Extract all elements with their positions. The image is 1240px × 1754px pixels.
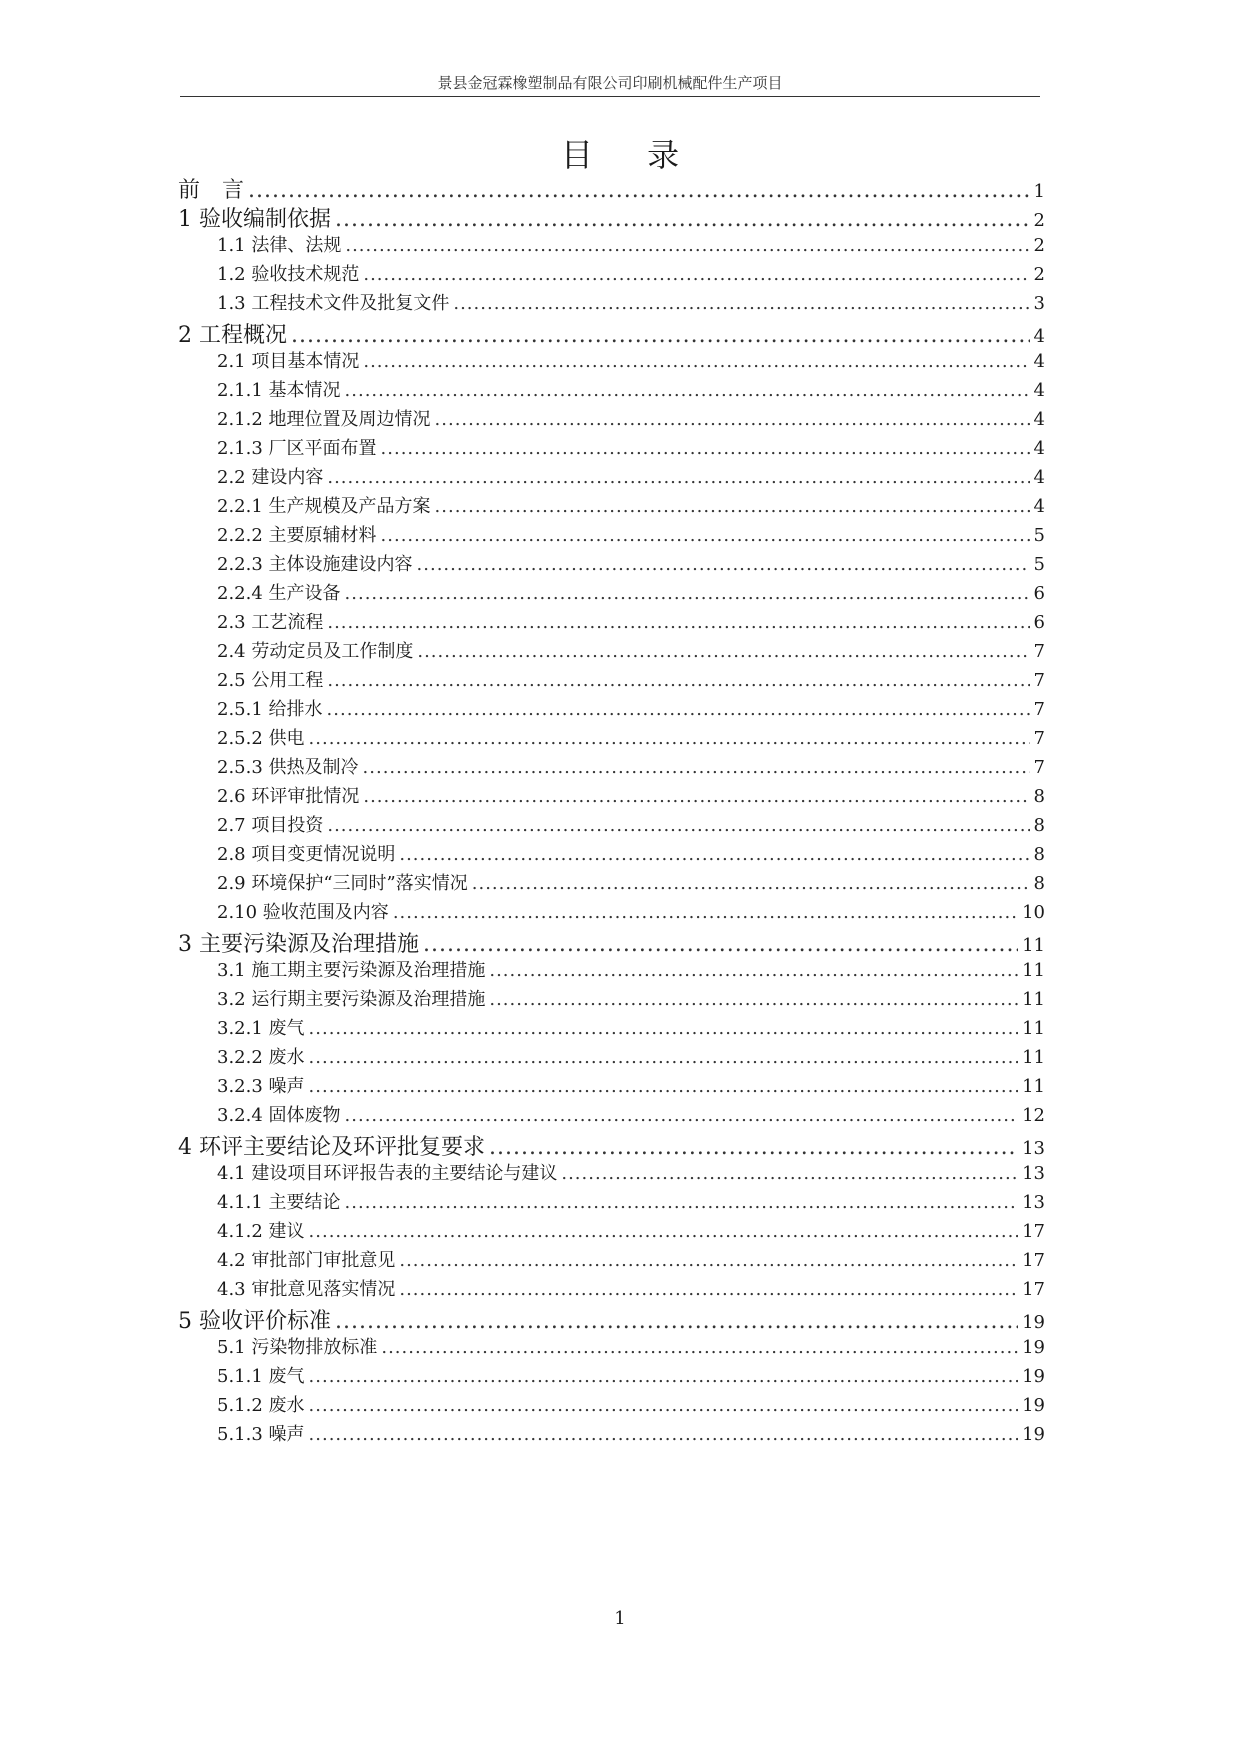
toc-entry[interactable] (217, 1101, 1045, 1127)
toc-leader-dots (309, 1047, 1019, 1068)
toc-entry[interactable] (217, 1159, 1045, 1185)
toc-entry[interactable] (217, 985, 1045, 1011)
toc-entry-label: 5.1.2 废水 (217, 1395, 305, 1416)
toc-entry-page: 19 (1022, 1424, 1045, 1445)
toc-leader-dots (309, 728, 1030, 749)
toc-leader-dots (453, 293, 1029, 314)
toc-entry-page: 4 (1033, 409, 1045, 430)
toc-entry-label: 2.1 项目基本情况 (217, 351, 360, 372)
toc-entry-label: 4.3 审批意见落实情况 (217, 1279, 396, 1300)
toc-leader-dots (435, 409, 1030, 430)
toc-leader-dots (489, 960, 1018, 981)
toc-entry[interactable] (217, 260, 1045, 286)
toc-entry-page: 19 (1022, 1366, 1045, 1387)
toc-leader-dots (489, 989, 1018, 1010)
toc-entry-page: 4 (1033, 380, 1045, 401)
toc-leader-dots (399, 844, 1029, 865)
toc-entry-label: 3 主要污染源及治理措施 (178, 932, 419, 957)
toc-leader-dots (248, 178, 1030, 203)
toc-entry-page: 3 (1033, 293, 1045, 314)
toc-leader-dots (345, 1105, 1019, 1126)
toc-entry-page: 7 (1033, 641, 1045, 662)
page-number: 1 (614, 1608, 626, 1629)
toc-entry[interactable] (217, 405, 1045, 431)
toc-leader-dots (327, 612, 1029, 633)
toc-leader-dots (363, 351, 1029, 372)
toc-entry[interactable] (217, 840, 1045, 866)
toc-leader-dots (345, 583, 1030, 604)
toc-leader-dots (335, 1309, 1018, 1334)
toc-entry-page: 8 (1033, 786, 1045, 807)
toc-entry-label: 2.5.2 供电 (217, 728, 305, 749)
toc-entry-page: 10 (1022, 902, 1045, 923)
toc-entry[interactable] (217, 1072, 1045, 1098)
toc-leader-dots (417, 641, 1029, 662)
toc-entry[interactable] (217, 637, 1045, 663)
toc-entry[interactable] (217, 231, 1045, 257)
toc-leader-dots (309, 1076, 1019, 1097)
toc-leader-dots (561, 1163, 1018, 1184)
toc-entry[interactable] (217, 376, 1045, 402)
toc-leader-dots (417, 554, 1030, 575)
toc-entry-label: 4 环评主要结论及环评批复要求 (178, 1135, 485, 1160)
toc-entry[interactable] (178, 927, 1045, 958)
toc-leader-dots (309, 1424, 1019, 1445)
toc-entry-label: 5.1.3 噪声 (217, 1424, 305, 1445)
toc-entry-label: 2.2.3 主体设施建设内容 (217, 554, 413, 575)
toc-title: 目 录 (560, 136, 702, 174)
toc-entry-page: 13 (1022, 1192, 1045, 1213)
toc-entry[interactable] (217, 434, 1045, 460)
toc-entry[interactable] (217, 1333, 1045, 1359)
toc-entry-label: 3.2.4 固体废物 (217, 1105, 341, 1126)
toc-entry-page: 11 (1022, 1076, 1045, 1097)
running-header: 景县金冠霖橡塑制品有限公司印刷机械配件生产项目 (437, 74, 783, 92)
toc-entry-page: 8 (1033, 873, 1045, 894)
toc-entry-page: 4 (1033, 351, 1045, 372)
toc-entry-label: 2.1.3 厂区平面布置 (217, 438, 377, 459)
toc-leader-dots (327, 699, 1030, 720)
toc-leader-dots (363, 757, 1030, 778)
toc-entry-page: 19 (1022, 1312, 1045, 1333)
toc-entry[interactable] (217, 666, 1045, 692)
toc-entry-label: 4.1 建设项目环评报告表的主要结论与建议 (217, 1163, 558, 1184)
toc-leader-dots (345, 1192, 1019, 1213)
toc-entry[interactable] (217, 811, 1045, 837)
toc-entry-label: 4.1.1 主要结论 (217, 1192, 341, 1213)
toc-leader-dots (291, 323, 1030, 348)
toc-entry-page: 13 (1022, 1163, 1045, 1184)
toc-leader-dots (309, 1395, 1019, 1416)
toc-entry-page: 5 (1033, 525, 1045, 546)
toc-leader-dots (363, 264, 1029, 285)
toc-entry-page: 17 (1022, 1250, 1045, 1271)
toc-entry-label: 2.1.2 地理位置及周边情况 (217, 409, 431, 430)
toc-leader-dots (327, 815, 1029, 836)
toc-entry-label: 2.2.4 生产设备 (217, 583, 341, 604)
toc-entry-label: 3.2 运行期主要污染源及治理措施 (217, 989, 486, 1010)
toc-entry[interactable] (178, 1130, 1045, 1161)
toc-entry-page: 6 (1033, 583, 1045, 604)
toc-entry-page: 1 (1033, 181, 1045, 202)
toc-entry-label: 3.2.3 噪声 (217, 1076, 305, 1097)
toc-entry[interactable] (178, 202, 1045, 233)
toc-entry-label: 3.2.2 废水 (217, 1047, 305, 1068)
toc-entry-page: 8 (1033, 844, 1045, 865)
toc-entry-page: 4 (1033, 326, 1045, 347)
toc-entry-label: 5.1 污染物排放标准 (217, 1337, 378, 1358)
toc-entry[interactable] (217, 550, 1045, 576)
toc-entry[interactable] (217, 289, 1045, 315)
toc-entry-label: 2.9 环境保护“三同时”落实情况 (217, 873, 468, 894)
toc-leader-dots (472, 873, 1030, 894)
toc-leader-dots (309, 1221, 1019, 1242)
toc-entry[interactable] (178, 173, 1045, 204)
toc-entry[interactable] (217, 579, 1045, 605)
toc-entry-label: 2.1.1 基本情况 (217, 380, 341, 401)
toc-entry[interactable] (217, 695, 1045, 721)
toc-entry[interactable] (217, 1275, 1045, 1301)
toc-entry-page: 11 (1022, 1047, 1045, 1068)
toc-entry[interactable] (217, 1246, 1045, 1272)
toc-entry[interactable] (217, 1014, 1045, 1040)
toc-entry[interactable] (217, 347, 1045, 373)
toc-entry-label: 5 验收评价标准 (178, 1309, 331, 1334)
toc-leader-dots (381, 1337, 1018, 1358)
toc-entry-label: 3.1 施工期主要污染源及治理措施 (217, 960, 486, 981)
toc-entry-label: 1 验收编制依据 (178, 207, 331, 232)
toc-entry-page: 4 (1033, 496, 1045, 517)
toc-entry-page: 7 (1033, 699, 1045, 720)
toc-entry[interactable] (217, 782, 1045, 808)
toc-entry-page: 19 (1022, 1395, 1045, 1416)
toc-entry-label: 2.5 公用工程 (217, 670, 324, 691)
toc-entry[interactable] (178, 318, 1045, 349)
toc-entry[interactable] (178, 1304, 1045, 1335)
toc-entry-label: 2.4 劳动定员及工作制度 (217, 641, 414, 662)
toc-leader-dots (345, 235, 1029, 256)
toc-entry-page: 7 (1033, 670, 1045, 691)
toc-entry-label: 3.2.1 废气 (217, 1018, 305, 1039)
toc-entry-page: 8 (1033, 815, 1045, 836)
toc-leader-dots (423, 932, 1018, 957)
toc-entry[interactable] (217, 956, 1045, 982)
toc-entry[interactable] (217, 1391, 1045, 1417)
toc-entry-label: 前 言 (178, 178, 245, 203)
toc-entry[interactable] (217, 753, 1045, 779)
toc-entry[interactable] (217, 1188, 1045, 1214)
toc-entry[interactable] (217, 608, 1045, 634)
toc-entry-page: 17 (1022, 1279, 1045, 1300)
toc-leader-dots (399, 1250, 1018, 1271)
toc-entry-page: 19 (1022, 1337, 1045, 1358)
toc-entry[interactable] (217, 1217, 1045, 1243)
toc-entry-page: 2 (1033, 235, 1045, 256)
toc-entry-page: 4 (1033, 467, 1045, 488)
toc-entry-label: 1.2 验收技术规范 (217, 264, 360, 285)
toc-entry-page: 11 (1022, 1018, 1045, 1039)
toc-entry-label: 1.3 工程技术文件及批复文件 (217, 293, 450, 314)
toc-leader-dots (399, 1279, 1018, 1300)
toc-entry[interactable] (217, 1043, 1045, 1069)
header-rule (180, 96, 1040, 97)
toc-entry-label: 2.2 建设内容 (217, 467, 324, 488)
toc-leader-dots (381, 525, 1030, 546)
toc-leader-dots (309, 1366, 1019, 1387)
toc-entry-label: 2 工程概况 (178, 323, 287, 348)
toc-entry-label: 4.2 审批部门审批意见 (217, 1250, 396, 1271)
toc-entry-page: 13 (1022, 1138, 1045, 1159)
toc-entry-page: 4 (1033, 438, 1045, 459)
toc-entry-page: 17 (1022, 1221, 1045, 1242)
toc-entry[interactable] (217, 869, 1045, 895)
toc-leader-dots (309, 1018, 1019, 1039)
toc-leader-dots (327, 670, 1029, 691)
toc-leader-dots (393, 902, 1018, 923)
toc-entry-label: 2.3 工艺流程 (217, 612, 324, 633)
toc-entry-label: 2.2.2 主要原辅材料 (217, 525, 377, 546)
toc-entry-page: 7 (1033, 757, 1045, 778)
toc-entry-page: 2 (1033, 210, 1045, 231)
toc-entry-label: 5.1.1 废气 (217, 1366, 305, 1387)
toc-entry-page: 7 (1033, 728, 1045, 749)
toc-leader-dots (335, 207, 1030, 232)
toc-leader-dots (327, 467, 1029, 488)
toc-entry-page: 6 (1033, 612, 1045, 633)
toc-entry-page: 5 (1033, 554, 1045, 575)
toc-leader-dots (345, 380, 1030, 401)
toc-entry-label: 4.1.2 建议 (217, 1221, 305, 1242)
toc-leader-dots (381, 438, 1030, 459)
toc-entry[interactable] (217, 724, 1045, 750)
toc-leader-dots (435, 496, 1030, 517)
toc-entry-page: 12 (1022, 1105, 1045, 1126)
toc-entry[interactable] (217, 898, 1045, 924)
toc-entry[interactable] (217, 492, 1045, 518)
toc-entry-label: 1.1 法律、法规 (217, 235, 342, 256)
toc-entry-label: 2.7 项目投资 (217, 815, 324, 836)
toc-entry[interactable] (217, 1362, 1045, 1388)
toc-entry[interactable] (217, 521, 1045, 547)
toc-entry-label: 2.8 项目变更情况说明 (217, 844, 396, 865)
toc-leader-dots (363, 786, 1029, 807)
toc-entry-page: 11 (1022, 935, 1045, 956)
toc-entry-label: 2.5.3 供热及制冷 (217, 757, 359, 778)
toc-entry-page: 2 (1033, 264, 1045, 285)
toc-entry-label: 2.2.1 生产规模及产品方案 (217, 496, 431, 517)
toc-entry-page: 11 (1022, 960, 1045, 981)
toc-entry-label: 2.10 验收范围及内容 (217, 902, 389, 923)
toc-entry[interactable] (217, 1420, 1045, 1446)
toc-entry-label: 2.5.1 给排水 (217, 699, 323, 720)
toc-entry-page: 11 (1022, 989, 1045, 1010)
toc-leader-dots (489, 1135, 1018, 1160)
toc-entry-label: 2.6 环评审批情况 (217, 786, 360, 807)
toc-entry[interactable] (217, 463, 1045, 489)
